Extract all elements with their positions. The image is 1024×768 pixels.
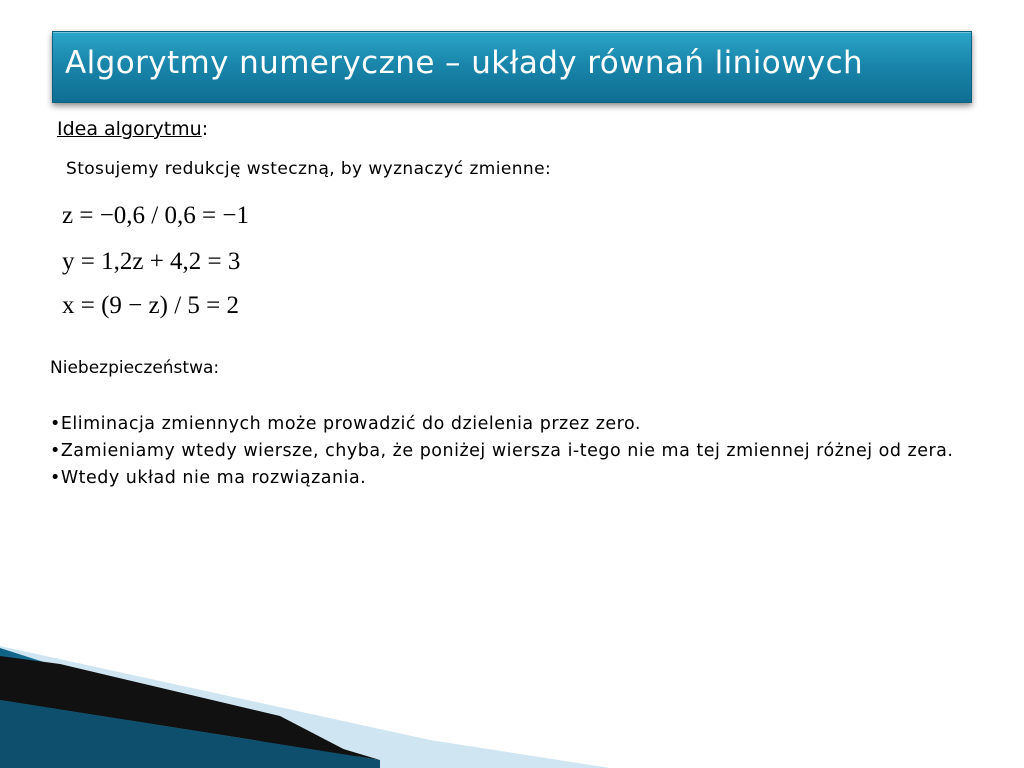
equation-z: z = −0,6 / 0,6 = −1: [62, 202, 249, 229]
deco-dark-base: [0, 700, 380, 768]
deco-black-stripe: [0, 656, 380, 760]
equation-y: y = 1,2z + 4,2 = 3: [62, 248, 241, 275]
list-item: •Eliminacja zmiennych może prowadzić do dzielenia przez zero.: [50, 414, 641, 434]
idea-subtitle: Stosujemy redukcję wsteczną, by wyznaczyć zmienne:: [66, 159, 552, 179]
slide-title: Algorytmy numeryczne – układy równań liniowych: [65, 45, 864, 81]
dangers-list: [50, 411, 970, 492]
idea-heading: [57, 118, 208, 140]
list-item: •Wtedy układ nie ma rozwiązania.: [50, 468, 367, 488]
equation-x: x = (9 − z) / 5 = 2: [62, 292, 239, 319]
deco-black-tail: [60, 664, 380, 768]
idea-heading-label: Idea algorytmu: [57, 118, 202, 140]
list-item: •Zamieniamy wtedy wiersze, chyba, że poniżej wiersza i-tego nie ma tej zmiennej różnej od zera.: [50, 441, 954, 461]
deco-light-stripe: [0, 646, 610, 768]
dangers-heading: Niebezpieczeństwa:: [50, 358, 220, 378]
deco-blue-wedge: [0, 648, 380, 768]
title-bar: [52, 31, 972, 103]
idea-heading-colon: :: [201, 118, 209, 140]
